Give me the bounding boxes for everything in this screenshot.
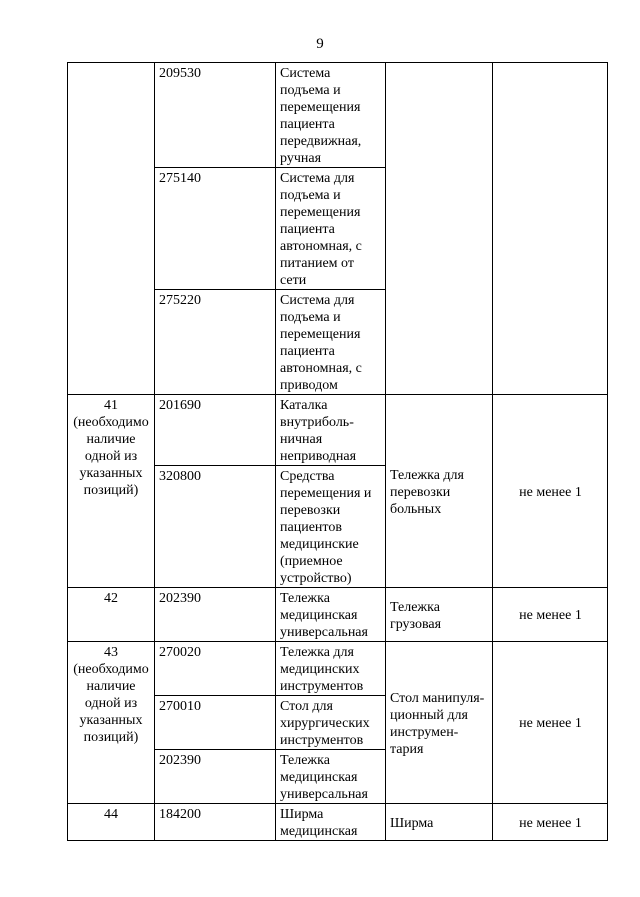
- cell-equipment: Тележка грузовая: [386, 588, 493, 642]
- cell-number-empty: [68, 63, 155, 395]
- cell-name: Каталка внутриболь-ничная неприводная: [276, 395, 386, 466]
- cell-name: Система подъема и перемещения пациента передвижная, ручная: [276, 63, 386, 168]
- cell-name: Ширма медицинская: [276, 804, 386, 841]
- cell-code: 270010: [155, 696, 276, 750]
- cell-number: 44: [68, 804, 155, 841]
- cell-name: Тележка медицинская универсальная: [276, 750, 386, 804]
- cell-code: 201690: [155, 395, 276, 466]
- table-row: [68, 63, 608, 168]
- cell-code: 202390: [155, 588, 276, 642]
- cell-name: Тележка для медицинских инструментов: [276, 642, 386, 696]
- cell-name: Система для подъема и перемещения пациента автономная, с приводом: [276, 290, 386, 395]
- cell-qty: не менее 1: [493, 588, 608, 642]
- cell-code: 275220: [155, 290, 276, 395]
- table-row: [68, 395, 608, 466]
- cell-qty-empty: [493, 63, 608, 395]
- cell-code: 209530: [155, 63, 276, 168]
- cell-code: 202390: [155, 750, 276, 804]
- cell-name: Система для подъема и перемещения пациента автономная, с питанием от сети: [276, 168, 386, 290]
- page-number: 9: [316, 36, 324, 52]
- cell-number: 43 (необходимо наличие одной из указанных позиций): [68, 642, 155, 804]
- table-row: [68, 642, 608, 696]
- cell-equipment: Стол манипуля-ционный для инструмен-тария: [386, 642, 493, 804]
- cell-code: 275140: [155, 168, 276, 290]
- cell-equipment: Тележка для перевозки больных: [386, 395, 493, 588]
- cell-code: 320800: [155, 466, 276, 588]
- cell-name: Стол для хирургических инструментов: [276, 696, 386, 750]
- cell-name: Средства перемещения и перевозки пациентов медицинские (приемное устройство): [276, 466, 386, 588]
- cell-code: 270020: [155, 642, 276, 696]
- cell-code: 184200: [155, 804, 276, 841]
- cell-number: 41 (необходимо наличие одной из указанных позиций): [68, 395, 155, 588]
- cell-equipment-empty: [386, 63, 493, 395]
- equipment-table: [67, 62, 608, 841]
- cell-qty: не менее 1: [493, 395, 608, 588]
- cell-qty: не менее 1: [493, 804, 608, 841]
- cell-qty: не менее 1: [493, 642, 608, 804]
- table-row: [68, 804, 608, 841]
- cell-name: Тележка медицинская универсальная: [276, 588, 386, 642]
- cell-equipment: Ширма: [386, 804, 493, 841]
- table-row: [68, 588, 608, 642]
- cell-number: 42: [68, 588, 155, 642]
